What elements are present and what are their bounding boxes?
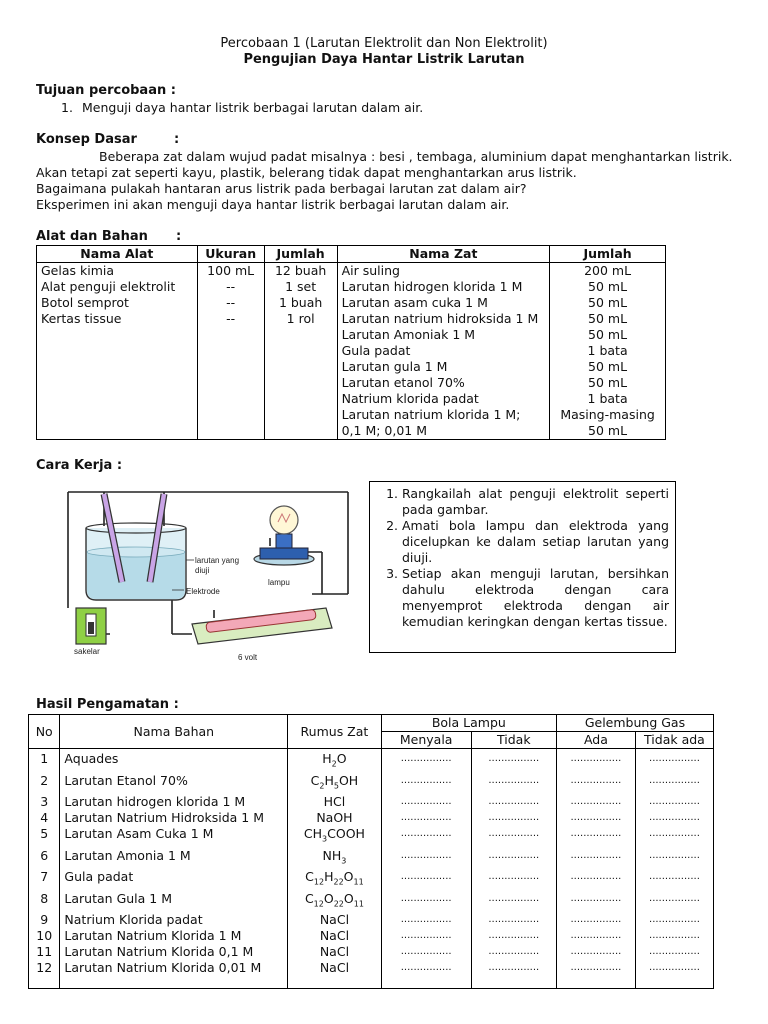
hasil-rumus bbox=[288, 749, 382, 773]
hasil-ada-blank: ................ bbox=[556, 826, 635, 848]
konsep-heading: Konsep Dasar bbox=[36, 132, 137, 147]
hasil-tidak-blank: ................ bbox=[471, 960, 556, 976]
alat-jumlah: 1 buah bbox=[264, 295, 337, 311]
rumus-part: 3 bbox=[322, 834, 328, 844]
tujuan-num: 1. bbox=[61, 100, 73, 115]
hasil-ada-blank: ................ bbox=[556, 848, 635, 870]
hasil-tidak-blank: ................ bbox=[471, 810, 556, 826]
hasil-tidak-ada-blank: ................ bbox=[635, 891, 713, 913]
hasil-tidak-blank: ................ bbox=[471, 891, 556, 913]
hasil-ada-blank: ................ bbox=[556, 912, 635, 928]
alat-nama: Kertas tissue bbox=[37, 311, 198, 327]
step-1: 1. Rangkailah alat penguji elektrolit seperti pada gambar. bbox=[402, 486, 669, 518]
konsep-colon: : bbox=[174, 132, 180, 147]
hasil-filler-cell bbox=[381, 976, 471, 989]
rumus-part: 12 bbox=[313, 899, 324, 908]
alat-row bbox=[37, 343, 666, 359]
hasil-header-nama: Nama Bahan bbox=[60, 715, 288, 749]
label-sakelar: sakelar bbox=[74, 647, 100, 656]
alat-colon: : bbox=[176, 229, 182, 244]
hasil-tidak-ada-blank: ................ bbox=[635, 749, 713, 773]
hasil-menyala-blank: ................ bbox=[381, 928, 471, 944]
zat-jumlah: 50 mL bbox=[550, 327, 666, 343]
rumus-part: NaOH bbox=[316, 810, 353, 825]
hasil-menyala-blank: ................ bbox=[381, 848, 471, 870]
rumus-part: H bbox=[322, 751, 332, 766]
alat-row bbox=[37, 327, 666, 343]
hasil-rumus bbox=[288, 848, 382, 870]
hasil-rumus bbox=[288, 960, 382, 976]
alat-row bbox=[37, 295, 666, 311]
rumus-part: H bbox=[324, 869, 334, 884]
alat-row bbox=[37, 279, 666, 295]
hasil-row bbox=[29, 912, 714, 928]
hasil-rumus bbox=[288, 773, 382, 795]
hasil-row bbox=[29, 826, 714, 848]
battery bbox=[192, 608, 332, 644]
hasil-row bbox=[29, 869, 714, 891]
hasil-header-menyala: Menyala bbox=[381, 732, 471, 749]
hasil-row bbox=[29, 944, 714, 960]
alat-row bbox=[37, 263, 666, 280]
hasil-tidak-blank: ................ bbox=[471, 944, 556, 960]
zat-nama: Larutan etanol 70% bbox=[337, 375, 550, 391]
rumus-part: NaCl bbox=[319, 912, 350, 927]
hasil-header-gas: Gelembung Gas bbox=[556, 715, 713, 732]
alat-jumlah bbox=[264, 359, 337, 375]
alat-jumlah bbox=[264, 407, 337, 423]
zat-jumlah: 50 mL bbox=[550, 423, 666, 440]
zat-jumlah: Masing-masing bbox=[550, 407, 666, 423]
hasil-row bbox=[29, 794, 714, 810]
zat-jumlah: 1 bata bbox=[550, 343, 666, 359]
alat-table bbox=[36, 245, 666, 440]
alat-ukuran: 100 mL bbox=[197, 263, 264, 280]
hasil-tidak-ada-blank: ................ bbox=[635, 928, 713, 944]
hasil-rumus bbox=[288, 944, 382, 960]
hasil-header-rumus: Rumus Zat bbox=[288, 715, 382, 749]
alat-jumlah: 12 buah bbox=[264, 263, 337, 280]
hasil-filler-cell bbox=[556, 976, 635, 989]
hasil-tidak-ada-blank: ................ bbox=[635, 773, 713, 795]
alat-row bbox=[37, 407, 666, 423]
alat-header-ukuran: Ukuran bbox=[197, 246, 264, 263]
hasil-row bbox=[29, 928, 714, 944]
hasil-tidak-blank: ................ bbox=[471, 794, 556, 810]
hasil-nama: Larutan Natrium Klorida 0,01 M bbox=[60, 960, 288, 976]
zat-nama: Larutan asam cuka 1 M bbox=[337, 295, 550, 311]
rumus-part: O bbox=[323, 890, 334, 906]
hasil-ada-blank: ................ bbox=[556, 810, 635, 826]
alat-nama: Alat penguji elektrolit bbox=[37, 279, 198, 295]
alat-jumlah bbox=[264, 327, 337, 343]
hasil-no: 9 bbox=[29, 912, 60, 928]
circuit-diagram bbox=[64, 482, 364, 664]
hasil-no: 6 bbox=[29, 848, 60, 870]
hasil-tidak-blank: ................ bbox=[471, 928, 556, 944]
alat-ukuran bbox=[197, 359, 264, 375]
hasil-nama: Larutan hidrogen klorida 1 M bbox=[60, 794, 288, 810]
tujuan-item: Menguji daya hantar listrik berbagai larutan dalam air. bbox=[82, 100, 424, 115]
alat-ukuran bbox=[197, 407, 264, 423]
hasil-ada-blank: ................ bbox=[556, 928, 635, 944]
hasil-rumus bbox=[288, 826, 382, 848]
zat-jumlah: 200 mL bbox=[550, 263, 666, 280]
hasil-tidak-blank: ................ bbox=[471, 912, 556, 928]
zat-nama: Natrium klorida padat bbox=[337, 391, 550, 407]
hasil-menyala-blank: ................ bbox=[381, 891, 471, 913]
hasil-ada-blank: ................ bbox=[556, 869, 635, 891]
alat-ukuran: -- bbox=[197, 279, 264, 295]
hasil-no: 5 bbox=[29, 826, 60, 848]
hasil-menyala-blank: ................ bbox=[381, 826, 471, 848]
hasil-row bbox=[29, 848, 714, 870]
hasil-header-tidak: Tidak bbox=[471, 732, 556, 749]
hasil-nama: Larutan Amonia 1 M bbox=[60, 848, 288, 870]
alat-header-jumlah: Jumlah bbox=[264, 246, 337, 263]
hasil-rumus bbox=[288, 810, 382, 826]
hasil-menyala-blank: ................ bbox=[381, 749, 471, 773]
hasil-row bbox=[29, 749, 714, 773]
zat-jumlah: 1 bata bbox=[550, 391, 666, 407]
rumus-part: 2 bbox=[331, 759, 337, 769]
title-line-2: Pengujian Daya Hantar Listrik Larutan bbox=[243, 52, 525, 67]
alat-ukuran: -- bbox=[197, 295, 264, 311]
hasil-no: 3 bbox=[29, 794, 60, 810]
rumus-part: 3 bbox=[341, 856, 347, 865]
hasil-menyala-blank: ................ bbox=[381, 810, 471, 826]
hasil-row bbox=[29, 773, 714, 795]
konsep-line-3: Bagaimana pulakah hantaran arus listrik pada berbagai larutan zat dalam air? bbox=[36, 181, 527, 196]
rumus-part: 2 bbox=[319, 781, 325, 790]
alat-ukuran: -- bbox=[197, 311, 264, 327]
hasil-nama: Larutan Etanol 70% bbox=[60, 773, 288, 795]
hasil-row bbox=[29, 891, 714, 913]
cara-kerja-steps-box bbox=[369, 481, 676, 653]
alat-header-jumlah-zat: Jumlah bbox=[550, 246, 666, 263]
beaker bbox=[86, 523, 186, 600]
tujuan-heading: Tujuan percobaan : bbox=[36, 83, 176, 98]
lamp bbox=[254, 506, 314, 565]
hasil-tidak-blank: ................ bbox=[471, 773, 556, 795]
hasil-ada-blank: ................ bbox=[556, 960, 635, 976]
hasil-filler-cell bbox=[471, 976, 556, 989]
hasil-no: 11 bbox=[29, 944, 60, 960]
hasil-nama: Larutan Natrium Hidroksida 1 M bbox=[60, 810, 288, 826]
hasil-menyala-blank: ................ bbox=[381, 960, 471, 976]
alat-nama: Gelas kimia bbox=[37, 263, 198, 280]
hasil-tidak-blank: ................ bbox=[471, 826, 556, 848]
konsep-line-1: Beberapa zat dalam wujud padat misalnya : besi , tembaga, aluminium dapat menghantarkan listrik. bbox=[99, 149, 733, 164]
label-larutan: larutan yang bbox=[195, 556, 240, 565]
rumus-part: NH bbox=[322, 847, 342, 863]
alat-jumlah bbox=[264, 391, 337, 407]
alat-row bbox=[37, 423, 666, 440]
hasil-tidak-blank: ................ bbox=[471, 749, 556, 773]
hasil-no: 12 bbox=[29, 960, 60, 976]
zat-jumlah: 50 mL bbox=[550, 311, 666, 327]
alat-nama bbox=[37, 391, 198, 407]
zat-nama: Larutan Amoniak 1 M bbox=[337, 327, 550, 343]
rumus-part: NaCl bbox=[319, 944, 350, 959]
alat-ukuran bbox=[197, 423, 264, 440]
hasil-no: 4 bbox=[29, 810, 60, 826]
alat-jumlah bbox=[264, 343, 337, 359]
alat-row bbox=[37, 375, 666, 391]
step-3: 3. Setiap akan menguji larutan, bersihkan dahulu elektroda dengan cara menyemprot elektroda dengan air kemudian keringkan dengan kertas tissue. bbox=[402, 566, 669, 630]
alat-jumlah bbox=[264, 375, 337, 391]
switch bbox=[76, 608, 106, 644]
rumus-part: C bbox=[304, 890, 314, 906]
alat-jumlah: 1 set bbox=[264, 279, 337, 295]
zat-nama: Larutan natrium klorida 1 M; bbox=[337, 407, 550, 423]
rumus-part: 22 bbox=[333, 899, 344, 908]
zat-jumlah: 50 mL bbox=[550, 375, 666, 391]
hasil-menyala-blank: ................ bbox=[381, 912, 471, 928]
hasil-nama: Larutan Asam Cuka 1 M bbox=[60, 826, 288, 848]
rumus-part: O bbox=[343, 869, 354, 884]
hasil-menyala-blank: ................ bbox=[381, 794, 471, 810]
hasil-header-no: No bbox=[29, 715, 60, 749]
hasil-nama: Aquades bbox=[60, 749, 288, 773]
alat-jumlah: 1 rol bbox=[264, 311, 337, 327]
hasil-menyala-blank: ................ bbox=[381, 869, 471, 891]
zat-jumlah: 50 mL bbox=[550, 295, 666, 311]
hasil-nama: Larutan Natrium Klorida 0,1 M bbox=[60, 944, 288, 960]
hasil-no: 2 bbox=[29, 773, 60, 795]
alat-ukuran bbox=[197, 327, 264, 343]
rumus-part: 11 bbox=[353, 899, 364, 908]
hasil-menyala-blank: ................ bbox=[381, 773, 471, 795]
alat-nama bbox=[37, 423, 198, 440]
alat-nama bbox=[37, 343, 198, 359]
hasil-nama: Larutan Gula 1 M bbox=[60, 891, 288, 913]
hasil-no: 1 bbox=[29, 749, 60, 773]
hasil-ada-blank: ................ bbox=[556, 749, 635, 773]
hasil-table bbox=[28, 714, 714, 989]
alat-header-nama-alat: Nama Alat bbox=[37, 246, 198, 263]
rumus-part: OH bbox=[338, 772, 359, 788]
hasil-tidak-ada-blank: ................ bbox=[635, 960, 713, 976]
label-6-volt: 6 volt bbox=[238, 653, 258, 662]
rumus-part: COOH bbox=[327, 826, 365, 841]
hasil-header-tidak-ada: Tidak ada bbox=[635, 732, 713, 749]
cara-kerja-heading: Cara Kerja : bbox=[36, 458, 123, 473]
alat-nama: Botol semprot bbox=[37, 295, 198, 311]
title-line-1: Percobaan 1 (Larutan Elektrolit dan Non Elektrolit) bbox=[220, 36, 548, 51]
hasil-tidak-ada-blank: ................ bbox=[635, 810, 713, 826]
hasil-nama: Natrium Klorida padat bbox=[60, 912, 288, 928]
zat-nama: Larutan gula 1 M bbox=[337, 359, 550, 375]
zat-nama: 0,1 M; 0,01 M bbox=[337, 423, 550, 440]
hasil-header-bola: Bola Lampu bbox=[381, 715, 556, 732]
rumus-part: CH bbox=[303, 826, 323, 841]
hasil-ada-blank: ................ bbox=[556, 794, 635, 810]
hasil-tidak-blank: ................ bbox=[471, 848, 556, 870]
zat-nama: Larutan natrium hidroksida 1 M bbox=[337, 311, 550, 327]
hasil-ada-blank: ................ bbox=[556, 944, 635, 960]
step-2: 2. Amati bola lampu dan elektroda yang dicelupkan ke dalam setiap larutan yang diuji. bbox=[402, 518, 669, 566]
label-elektrode: Elektrode bbox=[186, 587, 220, 596]
alat-row bbox=[37, 311, 666, 327]
hasil-rumus bbox=[288, 928, 382, 944]
hasil-rumus bbox=[288, 912, 382, 928]
hasil-tidak-ada-blank: ................ bbox=[635, 794, 713, 810]
alat-ukuran bbox=[197, 343, 264, 359]
alat-ukuran bbox=[197, 375, 264, 391]
alat-header-nama-zat: Nama Zat bbox=[337, 246, 550, 263]
hasil-filler-cell bbox=[60, 976, 288, 989]
zat-nama: Larutan hidrogen klorida 1 M bbox=[337, 279, 550, 295]
zat-jumlah: 50 mL bbox=[550, 279, 666, 295]
hasil-heading: Hasil Pengamatan : bbox=[36, 697, 179, 712]
hasil-rumus bbox=[288, 869, 382, 891]
hasil-filler-row bbox=[29, 976, 714, 989]
rumus-part: 11 bbox=[353, 877, 364, 887]
zat-nama: Gula padat bbox=[337, 343, 550, 359]
alat-jumlah bbox=[264, 423, 337, 440]
hasil-no: 7 bbox=[29, 869, 60, 891]
hasil-tidak-blank: ................ bbox=[471, 869, 556, 891]
alat-ukuran bbox=[197, 391, 264, 407]
alat-nama bbox=[37, 407, 198, 423]
rumus-part: 22 bbox=[333, 877, 344, 887]
hasil-row bbox=[29, 960, 714, 976]
rumus-part: O bbox=[343, 890, 354, 906]
hasil-row bbox=[29, 810, 714, 826]
konsep-line-4: Eksperimen ini akan menguji daya hantar listrik berbagai larutan dalam air. bbox=[36, 197, 510, 212]
hasil-ada-blank: ................ bbox=[556, 891, 635, 913]
label-larutan-2: diuji bbox=[195, 566, 210, 575]
rumus-part: 12 bbox=[313, 877, 325, 887]
hasil-rumus bbox=[288, 891, 382, 913]
zat-nama: Air suling bbox=[337, 263, 550, 280]
hasil-filler-cell bbox=[288, 976, 382, 989]
hasil-filler-cell bbox=[635, 976, 713, 989]
alat-row bbox=[37, 359, 666, 375]
alat-nama bbox=[37, 375, 198, 391]
hasil-filler-cell bbox=[29, 976, 60, 989]
hasil-ada-blank: ................ bbox=[556, 773, 635, 795]
alat-heading: Alat dan Bahan bbox=[36, 229, 148, 244]
rumus-part: 5 bbox=[333, 781, 339, 790]
hasil-tidak-ada-blank: ................ bbox=[635, 912, 713, 928]
hasil-no: 8 bbox=[29, 891, 60, 913]
rumus-part: O bbox=[336, 751, 347, 766]
hasil-menyala-blank: ................ bbox=[381, 944, 471, 960]
hasil-nama: Gula padat bbox=[60, 869, 288, 891]
hasil-tidak-ada-blank: ................ bbox=[635, 944, 713, 960]
alat-row bbox=[37, 391, 666, 407]
alat-nama bbox=[37, 359, 198, 375]
hasil-tidak-ada-blank: ................ bbox=[635, 826, 713, 848]
hasil-rumus bbox=[288, 794, 382, 810]
rumus-part: NaCl bbox=[319, 960, 350, 975]
konsep-line-2: Akan tetapi zat seperti kayu, plastik, belerang tidak dapat menghantarkan arus listrik. bbox=[36, 165, 577, 180]
rumus-part: NaCl bbox=[319, 928, 350, 943]
rumus-part: H bbox=[324, 772, 334, 788]
rumus-part: HCl bbox=[323, 794, 346, 809]
rumus-part: C bbox=[310, 772, 320, 788]
label-lampu: lampu bbox=[268, 578, 290, 587]
alat-nama bbox=[37, 327, 198, 343]
zat-jumlah: 50 mL bbox=[550, 359, 666, 375]
hasil-header-ada: Ada bbox=[556, 732, 635, 749]
hasil-no: 10 bbox=[29, 928, 60, 944]
hasil-tidak-ada-blank: ................ bbox=[635, 869, 713, 891]
rumus-part: C bbox=[305, 869, 314, 884]
hasil-tidak-ada-blank: ................ bbox=[635, 848, 713, 870]
hasil-nama: Larutan Natrium Klorida 1 M bbox=[60, 928, 288, 944]
